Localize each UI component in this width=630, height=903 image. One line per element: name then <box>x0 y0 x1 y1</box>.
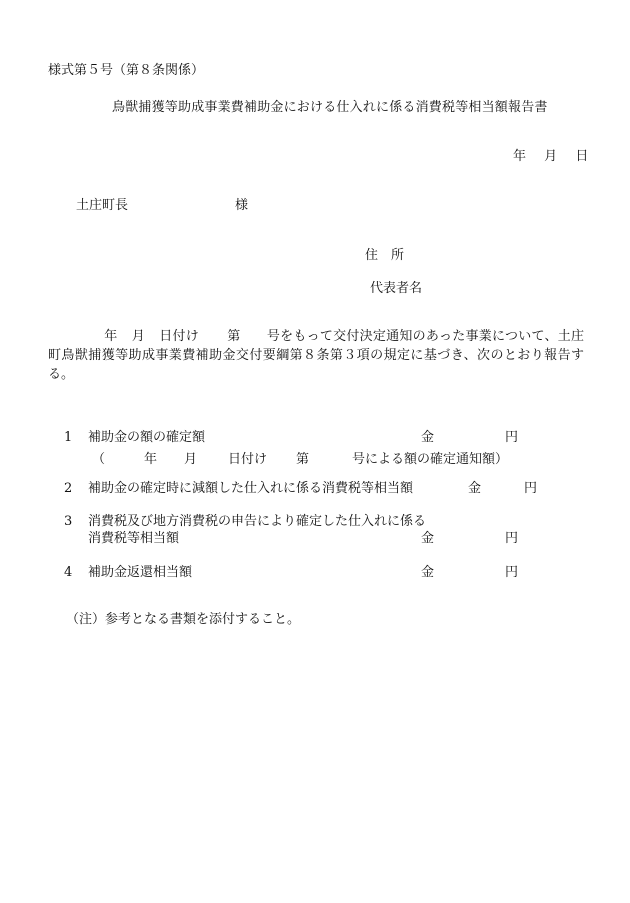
document-title: 鳥獣捕獲等助成事業費補助金における仕入れに係る消費税等相当額報告書 <box>112 100 548 115</box>
sub-number-prefix: 第 <box>296 452 310 467</box>
sub-open-paren: （ <box>92 452 106 467</box>
recipient-honorific: 様 <box>235 198 249 213</box>
item-4-label: 補助金返還相当額 <box>88 565 193 580</box>
item-1-label: 補助金の額の確定額 <box>88 430 206 445</box>
item-4-number: 4 <box>64 565 73 580</box>
body-text: 号をもって交付決定通知のあった事業について、土庄町鳥獣捕獲等助成事業費補助金交付要綱第８条第３項の規定に基づき、次のとおり報告する。 <box>48 329 584 382</box>
item-2-currency-prefix: 金 <box>468 481 482 496</box>
form-number: 様式第５号（第８条関係） <box>48 63 205 78</box>
body-dated: 日付け <box>159 329 200 344</box>
recipient-name: 土庄町長 <box>76 198 129 213</box>
item-3-number: 3 <box>64 514 73 529</box>
sub-month-unit: 月 <box>184 452 198 467</box>
item-2-currency-suffix: 円 <box>524 481 538 496</box>
item-3-currency-suffix: 円 <box>505 531 519 546</box>
note: （注）参考となる書類を添付すること。 <box>66 612 301 627</box>
item-4-currency-prefix: 金 <box>421 565 435 580</box>
item-1-currency-suffix: 円 <box>505 430 519 445</box>
item-2-number: 2 <box>64 481 73 496</box>
item-3-label: 消費税及び地方消費税の申告により確定した仕入れに係る <box>88 514 427 529</box>
date-day-unit: 日 <box>575 149 589 164</box>
item-3-currency-prefix: 金 <box>421 531 435 546</box>
date-month-unit: 月 <box>544 149 558 164</box>
body-paragraph <box>48 327 584 384</box>
representative-label: 代表者名 <box>370 281 423 296</box>
body-number-prefix: 第 <box>227 329 241 344</box>
date-year-unit: 年 <box>513 149 527 164</box>
address-label: 住 所 <box>365 248 405 263</box>
item-3-label-line2: 消費税等相当額 <box>88 531 180 546</box>
sub-year-unit: 年 <box>144 452 158 467</box>
item-1-currency-prefix: 金 <box>421 430 435 445</box>
item-1-number: 1 <box>64 430 73 445</box>
sub-dated: 日付け <box>228 452 268 467</box>
sub-tail: 号による額の確定通知額） <box>352 452 509 467</box>
body-year-unit: 年 <box>104 329 118 344</box>
item-2-label: 補助金の確定時に減額した仕入れに係る消費税等相当額 <box>88 481 414 496</box>
date-line <box>513 150 588 163</box>
body-month-unit: 月 <box>131 329 146 344</box>
item-4-currency-suffix: 円 <box>505 565 519 580</box>
